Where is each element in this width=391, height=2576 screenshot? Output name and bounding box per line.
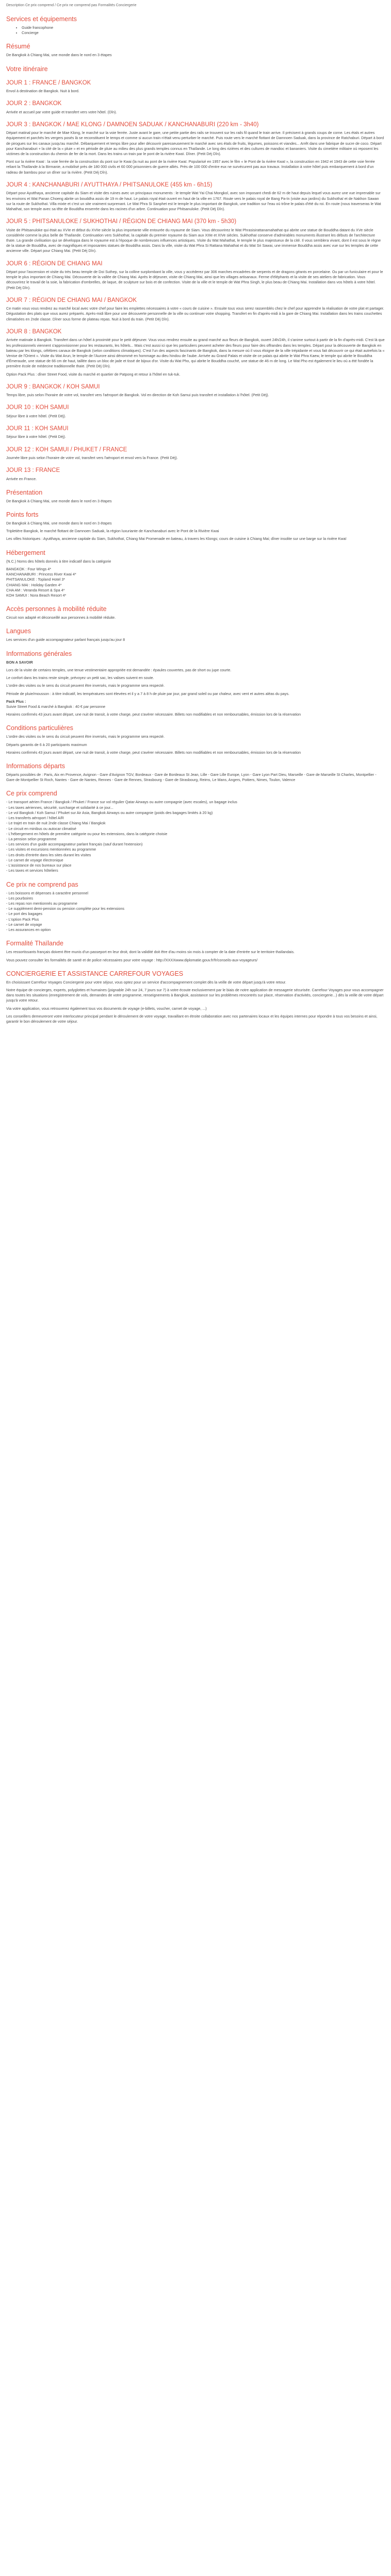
conciergerie-body [6,980,385,1025]
hotel-item: CHA AM : Veranda Resort & Spa 4* [6,587,65,592]
list-item: - Le trajet en train de nuit 2nde classe Chiang Mai / Bangkok [6,821,106,826]
list-item: • Guide francophone [22,25,385,30]
day-paragraph: Journée libre puis selon l'horaire de votre vol, transfert vers l'aéroport et envol vers la France. (Petit Déj). [6,455,178,460]
list-item: - Le circuit en minibus ou autocar climatisé [6,826,76,831]
points-forts-body [6,521,385,542]
day-paragraph: Arrivée en France. [6,476,37,481]
paragraph: Horaires confirmés 43 jours avant départ, une nuit de transit, à votre charge, peut s'avérer nécessaire. Billets non modifiables et non remboursables, émission lors de la réservation [6,750,301,755]
paragraph: Suivie Street Food & marché à Bangkok : 40 € par personne [6,704,106,709]
list-item: - Le carnet de voyage [6,922,42,927]
services-list [6,25,385,36]
list-item: - Le vol Bangkok / Koh Samui / Phuket sur Air Asia, Bangkok Airways ou autre compagnie (poids des bagages limités à 20 kg) [6,810,213,815]
list-item: - Les transferts aéroport / hôtel A/R [6,816,64,821]
conditions-title: Conditions particulières [6,724,73,732]
description-line: Description Ce prix comprend / Ce prix ne comprend pas Formalités Conciergerie [6,4,137,7]
day-title: JOUR 5 : PHITSANULOKE / SUKHOTHAI / RÉGION DE CHIANG MAI (370 km - 5h30) [6,218,237,225]
hotel-list [6,567,385,598]
paragraph: En choisissant Carrefour Voyages Conciergerie pour votre séjour, vous optez pour un service d'accompagnement complet dès la veille de votre départ jusqu'à votre retour. [6,979,286,985]
day-paragraph: Séjour libre à votre hôtel. (Petit Déj). [6,434,66,439]
langues-title: Langues [6,628,31,635]
paragraph: L'ordre des visites ou le sens du circuit peuvent être inversés, mais le programme sera respecté. [6,734,165,739]
points-forts-title: Points forts [6,511,39,518]
list-item: - Les boissons et dépenses à caractère personnel [6,890,89,895]
departs-text: Départs possibles de : Paris, Aix en Provence, Avignon - Gare d'Avignon TGV, Bordeaux - Gare de Bordeaux St Jean, Lille - Gare Lille Europe, Lyon - Gare Lyon Part Dieu, Marseille - Gare de Marseille St Charles, Montpellier - Gare de Montpellier St Roch, Nantes - Gare de Nantes, Rennes - Gare de Rennes, Strasbourg - Gare de Strasbourg, Reims, Le Mans, Angers, Poitiers, Nimes, Toulon, Valence [6,772,377,783]
paragraph: Période de pluie/mousson : à titre indicatif, les températures sont élevées et il y a 7 à 8 h de pluie par jour, par grand soleil ou par chaleur, avec vent et autres aléas du pays. [6,691,289,696]
paragraph: Via votre application, vous retrouverez également tous vos documents de voyage (e-billets, voucher, carnet de voyage, ...) [6,1006,207,1011]
presentation-text: De Bangkok à Chiang Mai, une monde dans le nord en 3 étapes [6,498,112,503]
itinerary-days [6,79,385,482]
list-item: - Les assurances en option [6,927,51,933]
day-title: JOUR 11 : KOH SAMUI [6,426,69,432]
infos-generales-subtitle: BON A SAVOIR [6,659,33,665]
services-title: Services et équipements [6,15,77,23]
hebergement-title: Hébergement [6,549,45,556]
list-item: - La pension selon programme [6,837,57,841]
langues-text: Les services d'un guide accompagnateur parlant français jusqu'au jour 8 [6,637,125,642]
paragraph: Pack Plus : [6,699,26,704]
day-paragraph: Départ matinal pour le marché de Mae Klong, le marché sur la voie ferrée. Juste avant le gare, une petite partie des rails se trouvent sur les rails fil quand le train arrive. Il précisent à grands coups de corne. Les étals et autres équipement et parchés les vergers posés là se reconstituent le temps et comme si aucun train n'était venu perturber le marché. Puis route vers le marché flottant de Damnoen Saduak, dans la province de Ratchaburi. Départ à bord de pirogues sur les canaux jusqu'au marché. Débarquement et temps libre pour aller découvrir paresseusement le marché avec ses étals de fruits, légumes, poissons et viandes... Arrêt dans une fabrique de sucre de coco. Départ pour Kanchanaburi + la cité de la « pluie » et en période de pluie au milieu des plus grands temples connus en Thaïlande. Le long des rizières et des cultures de mandioc et bananiers. Visite du cimetière militaire où reposent les victimes de la construction du chemin de fer de la mort. Dans les trains un train par le pont de la rivière Kwaï. Dîner. (Petit Déj Dîn). [6,130,384,157]
day-title: JOUR 10 : KOH SAMUI [6,404,69,411]
day-paragraph: Séjour libre à votre hôtel. (Petit Déj). [6,413,66,418]
list-item: - Les droits d'entrée dans les sites durant les visites [6,852,91,857]
paragraph: Les villes historiques : Ayutthaya, ancienne capitale du Siam, Sukhothaï, Chiang Mai Promenade en bateau, à travers les Klongs; cours de cuisine à Chiang Mai; dîner insolite sur une barge sur la rivière Kwaï [6,536,347,541]
day-paragraph: Arrivée et accueil par votre guide et transfert vers votre hôtel. (Dîn). [6,109,117,114]
presentation-title: Présentation [6,488,43,496]
list-item: - Le transport aérien France / Bangkok / Phuket / France sur vol régulier Qatar Airways ou autre compagnie (avec escales), un bagage inclus [6,800,237,805]
day-paragraph: Arrivée matinale à Bangkok. Transfert dans un hôtel à proximité pour le petit déjeuner. Vous vous rendrez ensuite au grand marché aux fleurs de Bangkok, ouvert 24h/24h, il s'anime surtout à partir de la fin d'après-midi. C'est là que les professionnels viennent s'approvisionner pour les restaurants, les hôtels... Mais c'est aussi ici que les particuliers peuvent acheter des fleurs pour faire des offrandes dans les temples. Départ pour la découverte de Bangkok en bateau par les klongs, célèbres canaux de Bangkok (selon conditions climatiques). C'est l'un des aspects fascinants de Bangkok, dans la mesure où il vous éloigne de la ville trépidante et vous fait découvrir ce qui était autrefois la « Venise de l'Orient ». Visite du Wat Arun, le temple de l'Aurore ainsi dénommé en hommage au dieu hindou de l'aube. Arrivée au Grand Palais et visite de ce palais qui abrite le Wat Phra Kaew, le temple qui abrite le Bouddha d'Émeraude, une statue de 66 cm de haut, taillée dans un bloc de jade et tissé de bijoux d'or. Visite du Wat Pho, qui abrite le Bouddha couché, une statue de 46 m de long. Le Wat Pho est également le lieu où a été fondée la première école de médecine traditionnelle thaïe. (Petit Déj Dîn). [6,337,385,369]
day-title: JOUR 13 : FRANCE [6,467,60,474]
day-title: JOUR 3 : BANGKOK / MAE KLONG / DAMNOEN SADUAK / KANCHANABURI (220 km - 3h40) [6,121,259,128]
day-paragraph: Départ pour Ayutthaya, ancienne capitale du Siam et visite des ruines avec un principaux monuments : le temple Wat Yai Chai Mongkol, avec son imposant chedi de 62 m de haut depuis lequel vous aurez une vue imprenable sur les environs et Wat Panan Choeng abrite un bouddha assis de 19 m de haut. Le palais royal était ouvert en haut de la ville en 1767. Route vers le palais royal de Bang Pa-In (visite aux jardins) du Sukhothaï et de Nakhon Sawan sur la route de Sukhothaï. Villa mixte et c'est un site vraiment surprenant. Le Wat Phra Si Sanphet est le temple le plus important de Bangkok, une tradition sur l'eau où trône le palais d'été du roi. En route (nous traverseras le Wat Mahathat, son temple avec sa tête de Bouddha enserrée dans les racines d'un arbre. Continuation pour Phitsanuloke. (Petit Déj Dîn). [6,191,381,211]
day-paragraph: Pont sur la rivière Kwaï : la voie ferrée de la construction du pont sur le Kwai (la nuit au pont de la rivière Kwaï. Popularisé en 1957 avec le film « le Pont de la rivière Kwaï », la construction en 1942 et 1943 de cette voie ferrée reliant la Thaïlande à la Birmanie, a mobilisé près de 180 000 civils et 60 000 prisonniers de guerre alliés. Près de 100 000 d'entre eux ne survécurent pas aux travaux. Installation à votre hôtel puis embarquement à bord d'un radeau de bambou pour un dîner sur la rivière. (Petit Déj Dîn). [6,159,375,175]
infos-generales-title: Informations générales [6,650,72,657]
list-item: - Les taxes et services hôteliers [6,868,58,873]
day-title: JOUR 2 : BANGKOK [6,100,62,107]
list-item: - L'option Pack Plus [6,917,39,922]
paragraph: De Bangkok à Chiang Mai, une monde dans le nord en 3 étapes [6,521,112,526]
departs-title: Informations départs [6,762,65,770]
list-item: - Les visites et excursions mentionnées au programme [6,847,96,852]
list-item: • Concierge [22,30,385,36]
page [0,0,391,1033]
list-item: - Le supplément demi-pension ou pension complète pour les extensions [6,906,124,911]
paragraph: Le confort dans les trains reste simple, prévoyez un petit sac, les valises suivent en soute. [6,675,154,681]
resume-title: Résumé [6,43,30,50]
day-paragraph: Option Pack Plus : dîner Street Food, visite du marché et quartier de Patpong et retour à l'hôtel en tuk-tuk. [6,371,181,377]
list-item: - Les pourboires [6,895,33,901]
paragraph: Horaires confirmés 43 jours avant départ, une nuit de transit, à votre charge, peut s'avérer nécessaire. Billets non modifiables et non remboursables, émission lors de la réservation [6,712,301,717]
hebergement-intro: (N.C.) Noms des hôtels donnés à titre indicatif dans la catégorie [6,558,111,564]
prix-comprend-title: Ce prix comprend [6,790,57,798]
acces-title: Accès personnes à mobilité réduite [6,605,107,613]
hotel-item: BANGKOK : Four Wings 4* [6,566,52,571]
acces-text: Circuit non adapté et déconseillé aux personnes à mobilité réduite. [6,615,116,620]
day-title: JOUR 4 : KANCHANABURI / AYUTTHAYA / PHITSANULOKE (455 km - 6h15) [6,181,213,188]
list-item: - Le carnet de voyage électronique [6,857,63,862]
hotel-item: KANCHANABURI : Princess River Kwai 4* [6,572,76,577]
infos-generales-body [6,668,385,718]
list-item: - Les repas non mentionnés au programme [6,901,77,906]
prix-ne-comprend-list [6,891,385,933]
paragraph: Départs garantis de 6 à 20 participants maximum [6,742,87,747]
conditions-body [6,734,385,755]
day-paragraph: Visite de Phitsanuloke qui était au XVIe et début du XVIIe siècle la plus importante ville entourée du royaume de Siam. Vous découvrirez le Wat Phrasisirattanamahathat qui abrite une statue de Bouddha datant du XVe siècle considérée comme la plus belle de Thaïlande. Continuation vers Sukhothaï, la capitale du premier royaume du Siam aux XIIIe et XIVe siècles. Sukhothaï conserve d'admirables monuments illustrant les débuts de l'architecture thaïe. La grande civilisation qui se développa dans le royaume est à l'époque de nombreuses influences artistiques. Visite du Wat Mahathat, le temple le plus majestueux de la cité. Il vous semblera vivant, dont il est sous le règne de la statue de Bouddha, avec de magnifiques et imposantes statues de Bouddha assis. Dans la ville, visite du Wat Phra Si Rattana Mahathat et du Wat Sri Sawai, une immense Bouddha assis avec vue sur les temples de cette ancienne ville. Départ pour Chiang Mai. (Petit Déj Dîn). [6,227,381,253]
resume-text: De Bangkok à Chiang Mai, une monde dans le nord en 3 étapes [6,53,112,58]
day-title: JOUR 6 : RÉGION DE CHIANG MAI [6,260,103,267]
list-item: - L'hébergement en hôtels de première catégorie ou pour les extensions, dans la catégorie choisie [6,831,168,836]
list-item: - Le port des bagages [6,911,42,917]
list-item: - Les services d'un guide accompagnateur parlant français (sauf durant l'extension) [6,842,143,847]
formalites-body [6,950,385,962]
formalites-title: Formalité Thaïlande [6,940,63,947]
paragraph: L'ordre des visites ou le sens du circuit peuvent être inversés, mais le programme sera respecté. [6,683,165,688]
hotel-item: PHITSANULOKE : Topland Hotel 3* [6,577,66,582]
day-title: JOUR 9 : BANGKOK / KOH SAMUI [6,383,100,390]
paragraph: Tripletière Bangkok, le marché flottant de Damnoen Saduak, la région luxuriante de Kanchanaburi avec le Pont de la Rivière Kwai [6,529,219,534]
itinerary-title: Votre itinéraire [6,65,48,73]
conciergerie-title: CONCIERGERIE ET ASSISTANCE CARREFOUR VOYAGES [6,970,184,977]
day-paragraph: Temps libre, puis selon l'horaire de votre vol, transfert vers l'aéroport de Bangkok. Vol en direction de Koh Samui puis transfert et installation à l'hôtel. (Petit Déj). [6,393,269,398]
hotel-item: CHIANG MAI : Holiday Garden 4* [6,582,62,587]
prix-ne-comprend-title: Ce prix ne comprend pas [6,880,78,888]
day-paragraph: Envol à destination de Bangkok. Nuit à bord. [6,88,79,93]
list-item: - L'assistance de nos bureaux sur place [6,863,72,868]
paragraph: Lors de la visite de certains temples, une tenue vestimentaire appropriée est demandée : épaules couvertes, pas de short ou jupe courte. [6,667,232,672]
paragraph: Notre équipe de concierges, experts, polyglottes et humaines (joignable 24h sur 24, 7 jours sur 7) à votre écoute exclusivement par le biais de notre application de messagerie sécurisée. Carrefour Voyages pour vous accompagner dans toutes les situations (enregistrement de vols, demandes de votre programme, renseignements à Bangkok, assistance sur les problèmes rencontrés sur place, réservation d'activités, conciergerie...) dès la veille de votre départ jusqu'à votre retour. [6,987,384,1003]
hotel-item: KOH SAMUI : Nora Beach Resort 4* [6,592,67,598]
paragraph: Les conseillers demeureront votre interlocuteur principal pendant le déroulement de votre voyage, travaillant en étroite collaboration avec nos partenaires locaux et les équipes internes pour répondre à tous vos besoins et ainsi, garantir le bon déroulement de votre séjour. [6,1013,378,1024]
day-title: JOUR 1 : FRANCE / BANGKOK [6,79,91,86]
day-title: JOUR 12 : KOH SAMUI / PHUKET / FRANCE [6,446,127,453]
day-paragraph: Départ pour l'ascension et visite du très beau temple de Doi Suthep, sur la colline surplombant la ville, vous y accéderez par 306 marches encadrées de serpents et de dragons géants en porcelaine. Ou par un funiculaire et pour le temple le plus important de Chiang Mai. Découverte de la vallée de Chiang Mai. Après le déjeuner, visite de Chiang Mai, ainsi que les villages artisanaux. Ferme d'éléphants et la visite de ses ateliers de fabrication. Vous découvrirez le travail de la soie, la fabrication d'ombrelles, de laque, de sculpture sur bois et de confection. Visite de la ville et le temple de Wat Phra Singh, le plus beau de Chiang Mai. Installation dans vos hôtels à votre hôtel. (Petit Déj Dîn). [6,269,383,290]
day-title: JOUR 8 : BANGKOK [6,328,62,335]
day-title: JOUR 7 : RÉGION DE CHIANG MAI / BANGKOK [6,297,137,303]
paragraph: Vous pouvez consulter les formalités de santé et de police nécessaires pour votre voyage : http://XXXXwww.diplomatie.gouv.fr/fr/conseils-aux-voyageurs/ [6,957,258,962]
list-item: - Les taxes aériennes, sécurité, surcharge et solidarité à ce jour... [6,805,113,810]
day-paragraph: Ce matin vous vous rendrez au marché local avec votre chef pour faire les emplettes nécessaires à votre « cours de cuisine ». Ensuite tous vous serez rassemblés chez le chef pour apprendre la réalisation de votre plat et partager. Dégustation des plats que vous aurez préparés. Après-midi libre pour une découverte personnelle de la ville ou continuer votre shopping. Transfert en fin d'après-midi à la gare de Chiang Mai. Installation dans les trains couchettes climatisées en 2nde classe. Dîner sous forme de plateau repas. Nuit à bord du train. (Petit Déj Dîn). [6,306,384,321]
prix-comprend-list [6,800,385,873]
paragraph: Les ressortissants français doivent être munis d'un passeport en leur droit, dont la validité doit être d'au moins six mois à compter de la date d'entrée sur le territoire thaïlandais. [6,950,295,955]
